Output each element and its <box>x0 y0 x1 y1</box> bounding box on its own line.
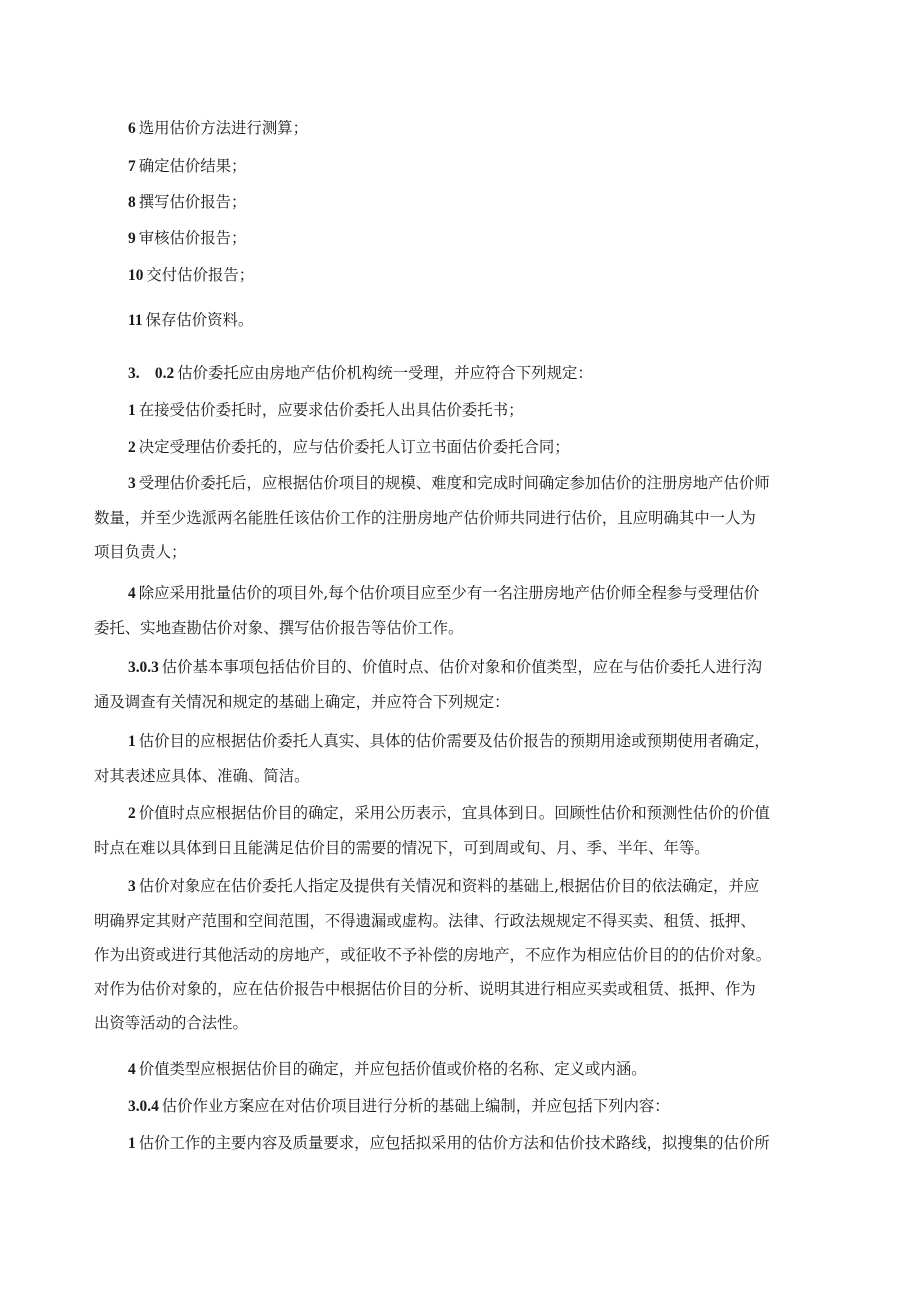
line-text: 审核估价报告； <box>138 229 247 247</box>
clause-number: 3. 0.2 <box>128 365 175 382</box>
list-item <box>94 258 829 293</box>
line-text: 决定受理估价委托的，应与估价委托人订立书面估价委托合同； <box>138 438 570 456</box>
text-line <box>94 576 829 611</box>
item-number: 6 <box>128 120 136 137</box>
list-item <box>94 111 829 146</box>
line-text: 估价作业方案应在对估价项目进行分析的基础上编制，并应包括下列内容： <box>161 1097 670 1115</box>
line-text: 确定估价结果； <box>138 157 247 175</box>
text-line <box>94 1126 829 1161</box>
text-line: 通及调查有关情况和规定的基础上确定，并应符合下列规定： <box>94 693 510 711</box>
text-line <box>94 258 829 293</box>
item-number: 1 <box>128 402 136 419</box>
list-item <box>94 303 829 338</box>
list-item <box>94 149 829 184</box>
list-item <box>94 185 829 220</box>
item-number: 4 <box>128 1061 136 1078</box>
text-line: 出资等活动的合法性。 <box>94 1014 248 1032</box>
item-number: 1 <box>128 1135 136 1152</box>
clause-heading <box>94 650 829 719</box>
item-number: 8 <box>128 194 136 211</box>
item-number: 7 <box>128 158 136 175</box>
list-item <box>94 466 829 569</box>
text-line <box>94 111 829 146</box>
line-text: 除应采用批量估价的项目外,每个估价项目应至少有一名注册房地产估价师全程参与受理估价 <box>138 584 760 602</box>
list-item <box>94 576 829 645</box>
text-line <box>94 393 829 428</box>
text-line <box>94 185 829 220</box>
line-text: 价值类型应根据估价目的确定，并应包括价值或价格的名称、定义或内涵。 <box>138 1060 647 1078</box>
list-item <box>94 869 829 1040</box>
line-text: 交付估价报告； <box>146 266 255 284</box>
text-line: 作为出资或进行其他活动的房地产，或征收不予补偿的房地产，不应作为相应估价目的的估价对象。 <box>94 946 772 964</box>
item-number: 10 <box>128 267 144 284</box>
line-text: 撰写估价报告； <box>138 193 247 211</box>
text-line <box>94 356 829 391</box>
text-line <box>94 221 829 256</box>
text-line: 时点在难以具体到日且能满足估价目的需要的情况下，可到周或旬、月、季、半年、年等。 <box>94 839 710 857</box>
item-number: 11 <box>128 312 143 329</box>
text-line <box>94 149 829 184</box>
text-line: 委托、实地查勘估价对象、撰写估价报告等估价工作。 <box>94 619 464 637</box>
list-item <box>94 1052 829 1087</box>
text-line <box>94 430 829 465</box>
item-number: 3 <box>128 475 136 492</box>
text-line <box>94 1052 829 1087</box>
clause-number: 3.0.4 <box>128 1098 159 1115</box>
item-number: 4 <box>128 585 136 602</box>
list-item <box>94 724 829 793</box>
list-item <box>94 796 829 865</box>
clause-number: 3.0.3 <box>128 659 159 676</box>
line-text: 估价对象应在估价委托人指定及提供有关情况和资料的基础上,根据估价目的依法确定，并应 <box>138 877 760 895</box>
list-item <box>94 221 829 256</box>
text-line <box>94 796 829 831</box>
clause-heading <box>94 1089 829 1124</box>
line-text: 估价委托应由房地产估价机构统一受理，并应符合下列规定： <box>177 364 593 382</box>
line-text: 估价目的应根据估价委托人真实、具体的估价需要及估价报告的预期用途或预期使用者确定， <box>138 732 770 750</box>
line-text: 在接受估价委托时，应要求估价委托人出具估价委托书； <box>138 401 524 419</box>
text-line <box>94 724 829 759</box>
text-line <box>94 1089 829 1124</box>
list-item <box>94 430 829 465</box>
text-line: 对作为估价对象的，应在估价报告中根据估价目的分析、说明其进行相应买卖或租赁、抵押、作为 <box>94 980 756 998</box>
list-item <box>94 1126 829 1161</box>
item-number: 2 <box>128 805 136 822</box>
item-number: 9 <box>128 230 136 247</box>
line-text: 估价基本事项包括估价目的、价值时点、估价对象和价值类型，应在与估价委托人进行沟 <box>161 658 763 676</box>
text-line: 对其表述应具体、准确、简洁。 <box>94 767 310 785</box>
text-line <box>94 466 829 501</box>
text-line: 明确界定其财产范围和空间范围，不得遗漏或虚构。法律、行政法规规定不得买卖、租赁、抵押、 <box>94 912 756 930</box>
list-item <box>94 393 829 428</box>
text-line <box>94 869 829 904</box>
text-line: 项目负责人； <box>94 543 187 561</box>
item-number: 1 <box>128 733 136 750</box>
line-text: 价值时点应根据估价目的确定，采用公历表示，宜具体到日。回顾性估价和预测性估价的价值 <box>138 804 770 822</box>
line-text: 选用估价方法进行测算； <box>138 119 309 137</box>
text-line <box>94 650 829 685</box>
text-line: 数量，并至少选派两名能胜任该估价工作的注册房地产估价师共同进行估价，且应明确其中一人为 <box>94 509 756 527</box>
clause-heading <box>94 356 829 391</box>
text-line <box>94 303 829 338</box>
item-number: 2 <box>128 439 136 456</box>
line-text: 受理估价委托后，应根据估价项目的规模、难度和完成时间确定参加估价的注册房地产估价师 <box>138 474 770 492</box>
line-text: 估价工作的主要内容及质量要求，应包括拟采用的估价方法和估价技术路线，拟搜集的估价所 <box>138 1134 770 1152</box>
line-text: 保存估价资料。 <box>145 311 254 329</box>
item-number: 3 <box>128 878 136 895</box>
